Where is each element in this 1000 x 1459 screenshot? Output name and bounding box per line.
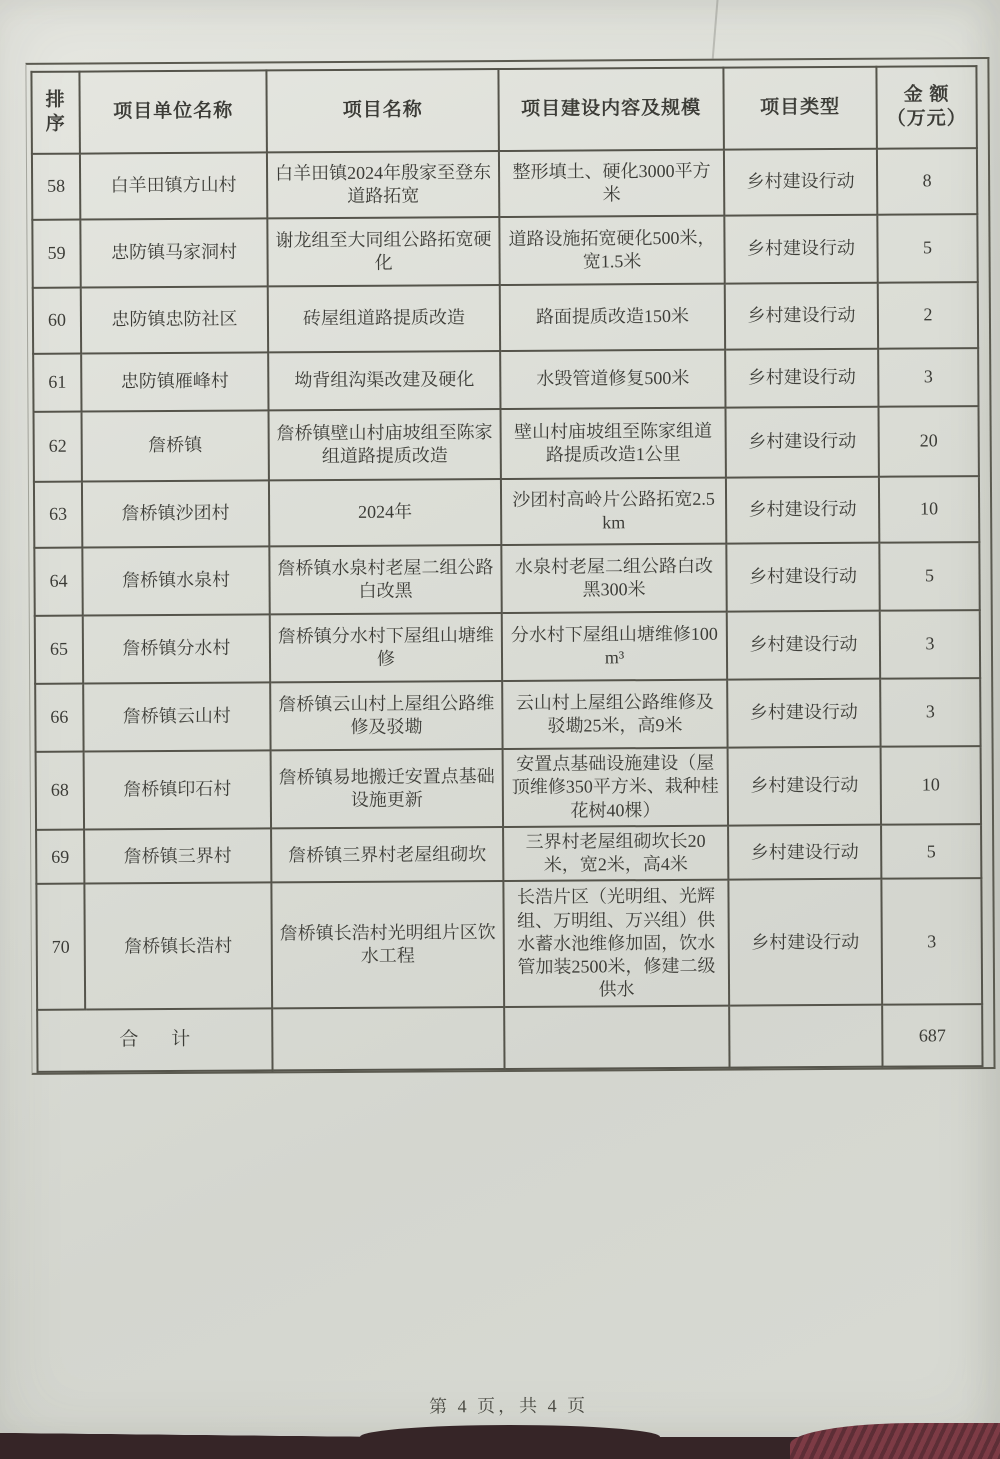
cell-unit: 詹桥镇长浩村 — [84, 882, 272, 1009]
total-row — [37, 1004, 982, 1072]
cell-unit: 白羊田镇方山村 — [80, 152, 267, 219]
cell-rank: 61 — [33, 354, 81, 412]
total-empty-type — [729, 1005, 882, 1068]
cell-type: 乡村建设行动 — [725, 349, 878, 408]
cell-unit: 忠防镇忠防社区 — [81, 286, 268, 353]
cell-content: 云山村上屋组公路维修及驳墈25米，高9米 — [502, 680, 727, 749]
cell-type: 乡村建设行动 — [726, 477, 879, 544]
table-row — [34, 542, 979, 616]
cell-project-name: 谢龙组至大同组公路拓宽硬化 — [267, 217, 499, 286]
cell-type: 乡村建设行动 — [728, 879, 882, 1006]
cell-amount: 3 — [880, 610, 980, 679]
cell-type: 乡村建设行动 — [725, 407, 878, 478]
total-amount: 687 — [882, 1004, 982, 1067]
table-row — [32, 214, 977, 288]
cell-unit: 詹桥镇 — [82, 410, 269, 481]
cell-content: 沙团村高岭片公路拓宽2.5km — [501, 478, 726, 545]
header-amount: 金 额 （万元） — [876, 66, 976, 149]
cell-project-name: 詹桥镇壁山村庙坡组至陈家组道路提质改造 — [269, 409, 501, 480]
cell-project-name: 坳背组沟渠改建及硬化 — [268, 351, 500, 410]
header-content: 项目建设内容及规模 — [498, 68, 723, 151]
cell-amount: 10 — [879, 476, 979, 543]
cell-rank: 58 — [32, 154, 80, 220]
cell-amount: 3 — [880, 678, 980, 747]
cell-project-name: 詹桥镇易地搬迁安置点基础设施更新 — [271, 749, 503, 828]
table-row — [34, 406, 979, 482]
cell-amount: 10 — [881, 746, 981, 825]
cell-content: 水泉村老屋二组公路白改黑300米 — [501, 544, 726, 613]
cell-rank: 63 — [34, 482, 82, 548]
cell-rank: 59 — [32, 220, 80, 288]
cell-type: 乡村建设行动 — [728, 825, 881, 880]
cell-rank: 60 — [33, 288, 81, 354]
total-label: 合 计 — [37, 1008, 272, 1071]
cell-content: 水毁管道修复500米 — [500, 350, 725, 409]
cell-rank: 62 — [34, 412, 82, 482]
cell-type: 乡村建设行动 — [726, 543, 879, 612]
cell-rank: 65 — [35, 616, 83, 684]
cell-content: 安置点基础设施建设（屋顶维修350平方米、栽种桂花树40棵） — [503, 748, 728, 827]
cell-type: 乡村建设行动 — [724, 215, 877, 284]
cell-type: 乡村建设行动 — [727, 679, 880, 748]
cell-rank: 69 — [36, 830, 84, 884]
table-row — [34, 476, 979, 548]
cell-content: 三界村老屋组砌坎长20米，宽2米，高4米 — [503, 826, 728, 881]
cell-project-name: 2024年 — [269, 479, 501, 546]
table-row — [35, 610, 980, 684]
cell-project-name: 詹桥镇三界村老屋组砌坎 — [271, 827, 503, 882]
cell-unit: 詹桥镇云山村 — [83, 682, 270, 751]
cell-project-name: 詹桥镇云山村上屋组公路维修及驳墈 — [270, 681, 502, 750]
table-footer — [37, 1004, 982, 1072]
cell-project-name: 白羊田镇2024年殷家至登东道路拓宽 — [267, 151, 499, 218]
cell-unit: 詹桥镇分水村 — [83, 614, 270, 683]
table-row — [33, 282, 978, 354]
table-surface — [0, 1437, 1000, 1459]
total-empty-content — [504, 1006, 729, 1069]
paper-crease — [712, 0, 719, 59]
header-type: 项目类型 — [723, 67, 876, 150]
cell-unit: 詹桥镇沙团村 — [82, 480, 269, 547]
cell-content: 长浩片区（光明组、光辉组、万明组、万兴组）供水蓄水池维修加固，饮水管加装2500米，修建二级供水 — [503, 880, 729, 1007]
header-rank: 排序 — [31, 72, 80, 154]
cell-unit: 詹桥镇水泉村 — [82, 546, 269, 615]
table-body — [32, 148, 982, 1010]
cell-rank: 70 — [36, 884, 85, 1010]
cell-unit: 詹桥镇三界村 — [84, 828, 271, 883]
cell-content: 路面提质改造150米 — [500, 284, 725, 351]
cell-project-name: 詹桥镇分水村下屋组山塘维修 — [270, 613, 502, 682]
cell-amount: 20 — [878, 406, 978, 477]
cell-amount: 5 — [881, 824, 981, 879]
header-project-name: 项目名称 — [266, 69, 498, 152]
cell-type: 乡村建设行动 — [728, 747, 881, 826]
cell-unit: 忠防镇雁峰村 — [81, 352, 268, 411]
cell-type: 乡村建设行动 — [724, 149, 877, 216]
cell-amount: 5 — [879, 542, 979, 611]
cell-amount: 2 — [878, 282, 978, 349]
cell-rank: 64 — [34, 548, 82, 616]
total-empty-name — [272, 1007, 504, 1070]
cell-project-name: 詹桥镇水泉村老屋二组公路白改黑 — [269, 545, 501, 614]
cell-rank: 68 — [36, 752, 84, 830]
cell-content: 壁山村庙坡组至陈家组道路提质改造1公里 — [500, 408, 725, 479]
cell-amount: 3 — [881, 878, 982, 1005]
table-row — [35, 678, 980, 752]
cell-type: 乡村建设行动 — [725, 283, 878, 350]
cell-unit: 詹桥镇印石村 — [84, 750, 271, 829]
cell-content: 道路设施拓宽硬化500米，宽1.5米 — [499, 216, 724, 285]
cell-unit: 忠防镇马家洞村 — [80, 218, 267, 287]
cell-content: 分水村下屋组山塘维修100m³ — [502, 612, 727, 681]
cell-type: 乡村建设行动 — [727, 611, 880, 680]
cell-project-name: 砖屋组道路提质改造 — [268, 285, 500, 352]
table-row — [33, 348, 978, 412]
header-row — [31, 66, 976, 154]
table-header — [31, 66, 976, 154]
cell-amount: 5 — [877, 214, 977, 283]
cell-amount: 8 — [877, 148, 977, 215]
table-row — [32, 148, 977, 220]
cell-project-name: 詹桥镇长浩村光明组片区饮水工程 — [271, 881, 504, 1008]
table-row — [36, 746, 981, 830]
page-number: 第 4 页，共 4 页 — [429, 1395, 589, 1417]
header-unit: 项目单位名称 — [79, 70, 266, 153]
table-row — [36, 824, 981, 884]
cell-rank: 66 — [35, 684, 83, 752]
table-row — [36, 878, 982, 1010]
projects-table — [30, 65, 983, 1073]
cell-amount: 3 — [878, 348, 978, 407]
cell-content: 整形填土、硬化3000平方米 — [499, 150, 724, 217]
